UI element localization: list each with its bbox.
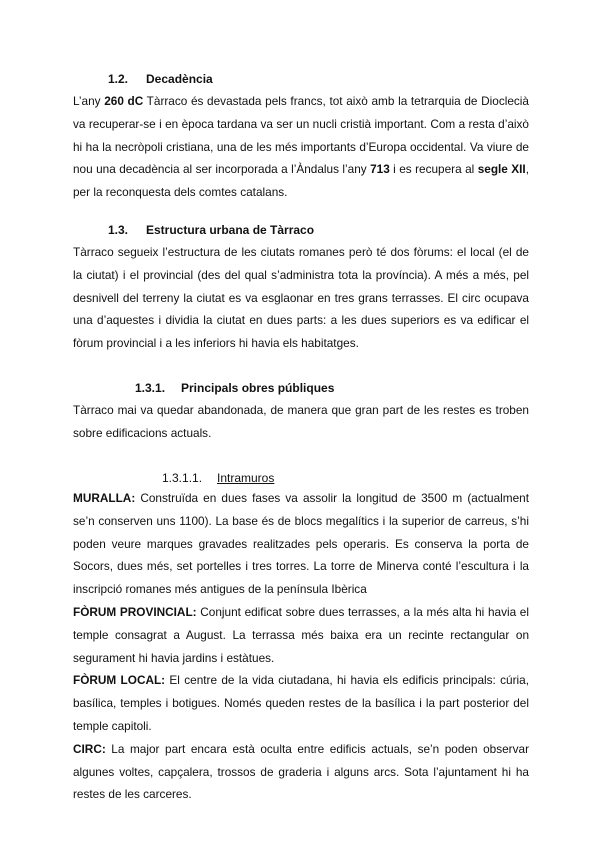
paragraph-decadencia: L’any 260 dC Tàrraco és devastada pels francs, tot això amb la tetrarquia de Dioclecià va recuperar-se i en època tardana va ser un nucli cristià important. Com a resta d’això hi ha la necròpoli cristiana, una de les més importants d’Europa occidental. Va viure de nou una decadència al ser incorporada a l’Àndalus l’any 713 i es recupera al segle XII, per la reconquesta dels comtes catalans. xyxy=(73,94,529,200)
heading-number: 1.3. xyxy=(108,223,129,237)
entry-term: CIRC: xyxy=(73,741,106,756)
entry-forum-local: FÒRUM LOCAL: El centre de la vida ciutadana, hi havia els edificis principals: cúria, basílica, temples i botigues. Només queden restes de la basílica i la part posterior del temple capitoli. xyxy=(73,673,529,733)
heading-number: 1.2. xyxy=(108,72,129,86)
entry-muralla: MURALLA: Construïda en dues fases va assolir la longitud de 3500 m (actualment se’n conserven uns 1100). La base és de blocs megalítics i la superior de carreus, s’hi poden veure marques gravades realitzades pels operaris. Es conserva la porta de Socors, dues més, set portelles i tres torres. La torre de Minerva conté l’escultura i la inscripció romanes més antigues de la península Ibèrica xyxy=(73,491,529,597)
heading-title: Intramuros xyxy=(217,471,275,485)
entry-forum-provincial: FÒRUM PROVINCIAL: Conjunt edificat sobre dues terrasses, a la més alta hi havia el temple consagrat a August. La terrassa més baixa era un recinte rectangular on segurament hi havia jardins i estàtues. xyxy=(73,604,529,665)
intramuros-entries xyxy=(73,487,529,806)
paragraph-estructura: Tàrraco segueix l’estructura de les ciutats romanes però té dos fòrums: el local (el de la ciutat) i el provincial (des del qual s’administra tota la província). A més a més, pel desnivell del terreny la ciutat es va esglaonar en tres grans terrasses. El circ ocupava una d’aquestes i dividia la ciutat en dues parts: a les dues superiors es va edificar el fòrum provincial i a les inferiors hi havia els habitatges. xyxy=(73,245,529,351)
heading-title: Principals obres públiques xyxy=(181,381,335,395)
heading-title: Estructura urbana de Tàrraco xyxy=(146,223,315,237)
heading-1-2 xyxy=(108,71,213,87)
heading-number: 1.3.1.1. xyxy=(162,471,203,485)
entry-circ: CIRC: La major part encara està oculta entre edificis actuals, se’n poden observar algunes voltes, capçalera, trossos de graderia i alguns arcs. Sota l’ajuntament hi ha restes de les carceres. xyxy=(73,741,529,802)
year-713: 713 xyxy=(370,162,390,177)
entry-term: FÒRUM PROVINCIAL: xyxy=(73,604,197,619)
entry-term: FÒRUM LOCAL: xyxy=(73,673,166,688)
heading-1-3-1 xyxy=(135,380,334,396)
year-260: 260 dC xyxy=(104,94,144,108)
heading-1-3 xyxy=(108,222,314,238)
heading-number: 1.3.1. xyxy=(135,381,166,395)
entry-term: MURALLA: xyxy=(73,491,136,505)
paragraph-obres-publiques: Tàrraco mai va quedar abandonada, de manera que gran part de les restes es troben sobre edificacions actuals. xyxy=(73,403,529,440)
century-xii: segle XII xyxy=(477,162,526,177)
heading-title: Decadència xyxy=(146,72,213,86)
heading-1-3-1-1 xyxy=(162,470,274,486)
